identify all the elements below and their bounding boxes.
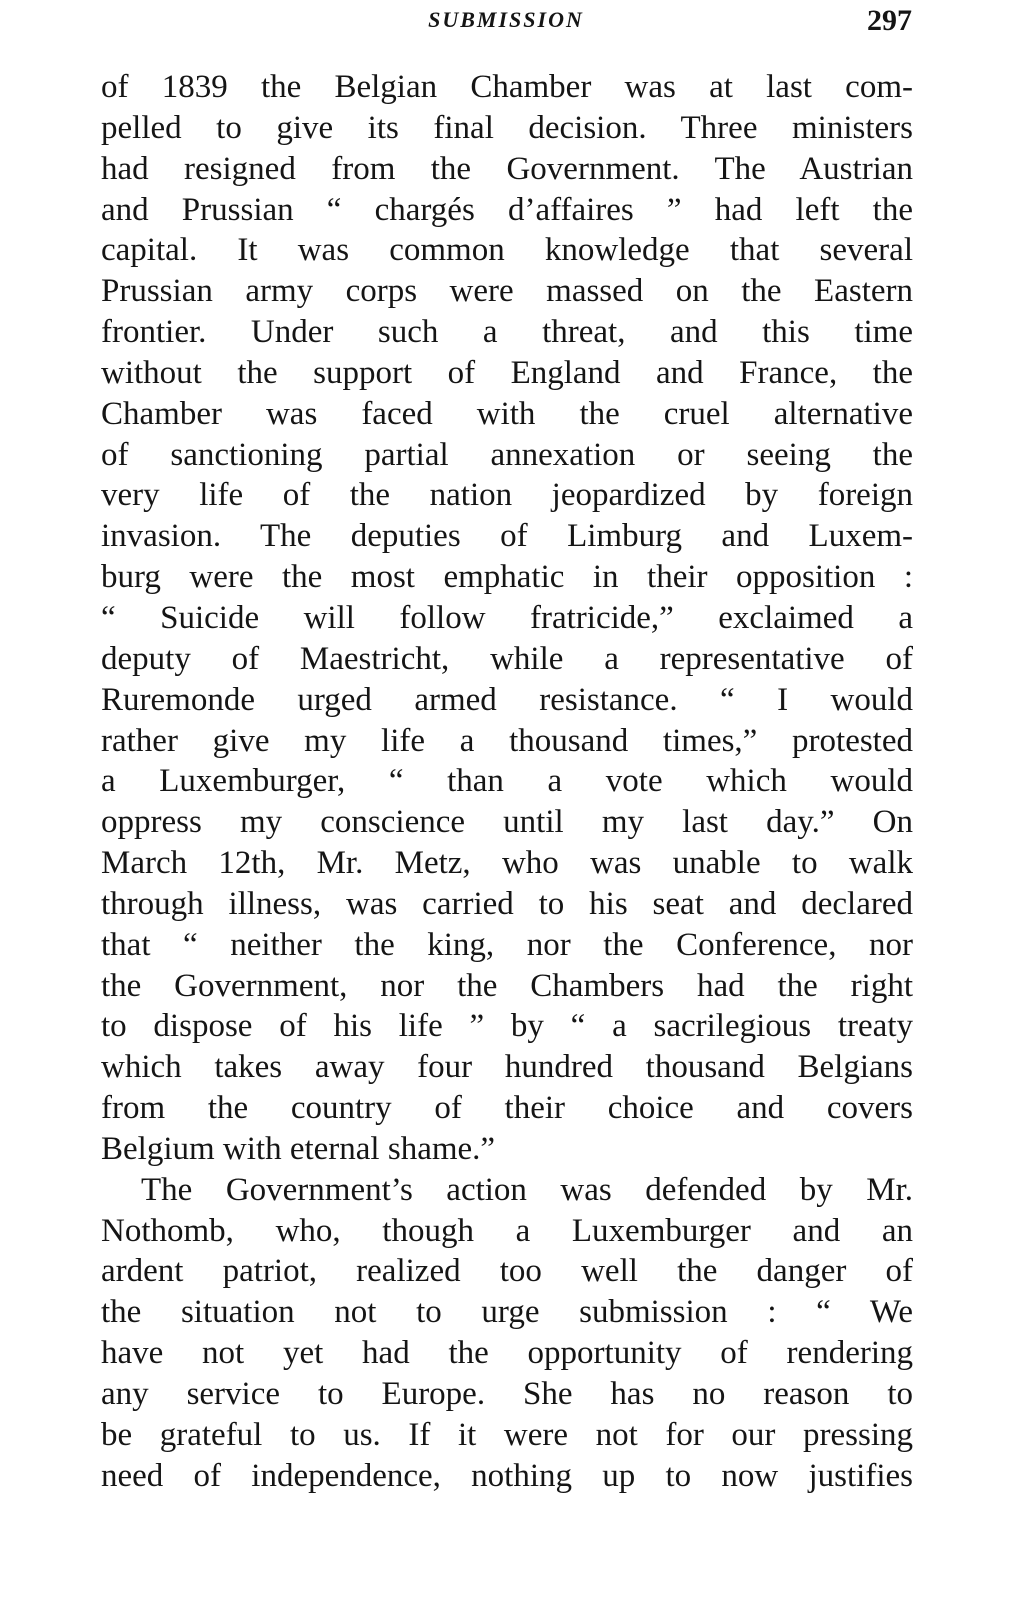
text-line: have not yet had the opportunity of rendering xyxy=(101,1335,913,1372)
text-line: burg were the most emphatic in their opposition : xyxy=(101,559,913,596)
text-line: of 1839 the Belgian Chamber was at last com- xyxy=(101,69,913,105)
text-line: from the country of their choice and covers xyxy=(101,1090,913,1127)
running-head: SUBMISSION xyxy=(428,7,584,32)
text-line: which takes away four hundred thousand Belgians xyxy=(101,1049,913,1086)
text-line: Nothomb, who, though a Luxemburger and an xyxy=(101,1212,913,1249)
text-line: and Prussian “ chargés d’affaires ” had left the xyxy=(101,191,913,228)
text-line: pelled to give its final decision. Three ministers xyxy=(101,109,913,146)
text-line: “ Suicide will follow fratricide,” exclaimed a xyxy=(101,599,913,636)
page-number: 297 xyxy=(867,4,912,37)
text-line: be grateful to us. If it were not for our pressing xyxy=(101,1416,913,1453)
text-line: very life of the nation jeopardized by foreign xyxy=(101,477,913,514)
text-line: had resigned from the Government. The Austrian xyxy=(101,150,913,187)
body-text xyxy=(101,67,913,1497)
text-line: the situation not to urge submission : “ We xyxy=(101,1294,913,1331)
text-line: ardent patriot, realized too well the danger of xyxy=(101,1253,913,1290)
text-line: Ruremonde urged armed resistance. “ I would xyxy=(101,681,913,718)
text-line: Prussian army corps were massed on the Eastern xyxy=(101,273,913,310)
text-line: the Government, nor the Chambers had the right xyxy=(101,967,913,1004)
text-line: a Luxemburger, “ than a vote which would xyxy=(101,763,913,800)
text-line: to dispose of his life ” by “ a sacrilegious treaty xyxy=(101,1008,913,1045)
text-line: The Government’s action was defended by Mr. xyxy=(141,1171,913,1208)
text-line: that “ neither the king, nor the Conference, nor xyxy=(101,926,913,963)
text-line: deputy of Maestricht, while a representative of xyxy=(101,640,913,677)
text-line: rather give my life a thousand times,” protested xyxy=(101,722,913,759)
text-line: oppress my conscience until my last day.” On xyxy=(101,804,913,841)
text-line: without the support of England and France, the xyxy=(101,354,913,391)
text-line: any service to Europe. She has no reason to xyxy=(101,1376,913,1412)
text-line: Chamber was faced with the cruel alternative xyxy=(101,395,913,432)
text-line: invasion. The deputies of Limburg and Luxem- xyxy=(101,518,913,555)
text-line: frontier. Under such a threat, and this time xyxy=(101,314,913,351)
text-line: of sanctioning partial annexation or seeing the xyxy=(101,436,913,473)
text-line: through illness, was carried to his seat and declared xyxy=(101,885,913,922)
text-line: Belgium with eternal shame.” xyxy=(101,1130,496,1167)
text-line: need of independence, nothing up to now justifies xyxy=(101,1457,913,1494)
text-line: capital. It was common knowledge that several xyxy=(101,232,913,269)
text-line: March 12th, Mr. Metz, who was unable to walk xyxy=(101,845,913,882)
page-header xyxy=(100,4,912,40)
